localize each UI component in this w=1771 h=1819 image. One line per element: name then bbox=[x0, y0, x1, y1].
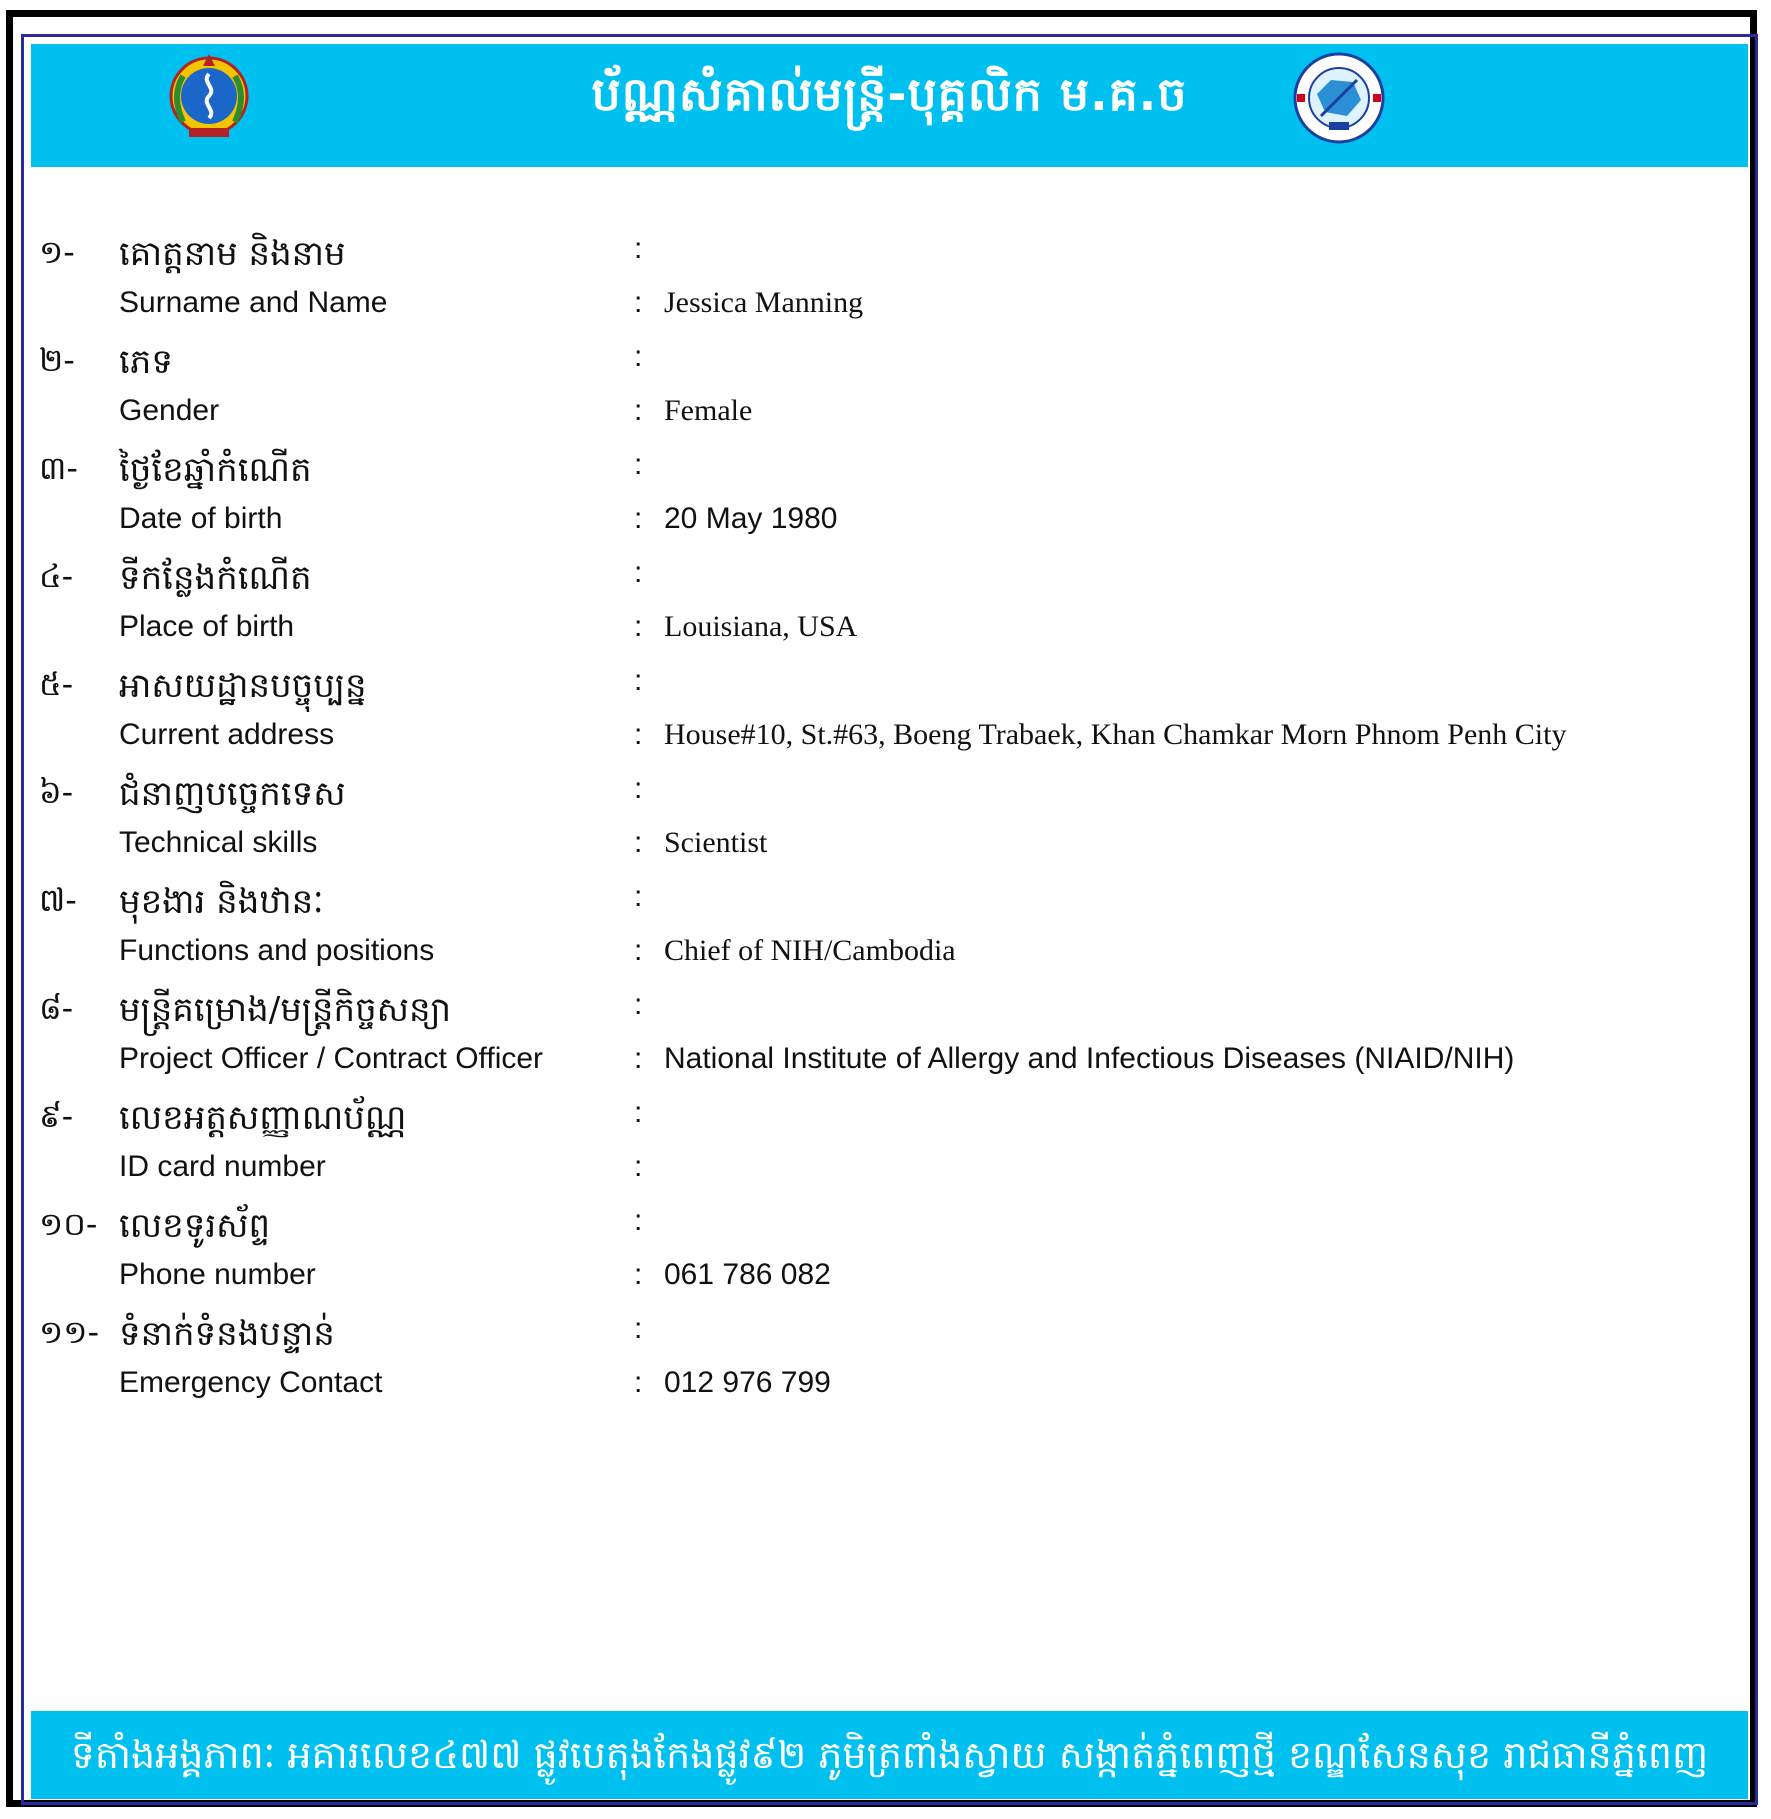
field-value: Chief of NIH/Cambodia bbox=[664, 934, 956, 967]
field-colon: : bbox=[634, 988, 643, 1021]
field-value: 061 786 082 bbox=[664, 1258, 831, 1291]
field-row-english bbox=[24, 718, 1761, 778]
field-row-khmer bbox=[24, 340, 1761, 400]
field-label-english: Place of birth bbox=[119, 610, 295, 643]
field-colon: : bbox=[634, 934, 643, 967]
card-inner-border bbox=[21, 34, 1758, 1805]
field-label-english: Phone number bbox=[119, 1258, 316, 1291]
field-value: 012 976 799 bbox=[664, 1366, 831, 1399]
field-colon: : bbox=[634, 232, 643, 265]
field-label-english: Technical skills bbox=[119, 826, 318, 859]
field-value: House#10, St.#63, Boeng Trabaek, Khan Chamkar Morn Phnom Penh City bbox=[664, 718, 1567, 751]
field-colon: : bbox=[634, 1366, 643, 1399]
field-value: Scientist bbox=[664, 826, 768, 859]
field-colon: : bbox=[634, 1096, 643, 1129]
field-row-khmer bbox=[24, 772, 1761, 832]
field-label-english: Functions and positions bbox=[119, 934, 435, 967]
field-row-khmer bbox=[24, 448, 1761, 508]
field-row-english bbox=[24, 1042, 1761, 1102]
field-value: Jessica Manning bbox=[664, 286, 864, 319]
field-label-english: Current address bbox=[119, 718, 335, 751]
field-value: National Institute of Allergy and Infectious Diseases (NIAID/NIH) bbox=[664, 1042, 1515, 1075]
field-colon: : bbox=[634, 826, 643, 859]
field-number: ៣- bbox=[39, 449, 78, 487]
field-colon: : bbox=[634, 1258, 643, 1291]
field-label-khmer: ទំនាក់ទំនងបន្ទាន់ bbox=[119, 1314, 335, 1354]
field-colon: : bbox=[634, 610, 643, 643]
field-colon: : bbox=[634, 556, 643, 589]
field-number: ៩- bbox=[39, 1097, 74, 1135]
field-number: ១- bbox=[39, 233, 75, 271]
field-row-khmer bbox=[24, 1204, 1761, 1264]
field-colon: : bbox=[634, 1204, 643, 1237]
field-label-khmer: គោត្តនាម និងនាម bbox=[119, 234, 346, 274]
field-row-khmer bbox=[24, 232, 1761, 292]
field-colon: : bbox=[634, 664, 643, 697]
field-number: ៦- bbox=[39, 773, 74, 811]
field-row-english bbox=[24, 394, 1761, 454]
field-row-khmer bbox=[24, 880, 1761, 940]
field-number: ៥- bbox=[39, 665, 74, 703]
field-number: ៨- bbox=[39, 989, 74, 1027]
field-colon: : bbox=[634, 286, 643, 319]
field-colon: : bbox=[634, 1150, 643, 1183]
field-row-english bbox=[24, 826, 1761, 886]
cnm-logo-icon bbox=[1291, 50, 1387, 146]
field-label-khmer: ទីកន្លែងកំណើត bbox=[119, 558, 312, 598]
field-label-english: Emergency Contact bbox=[119, 1366, 383, 1399]
field-label-khmer: ថ្ងៃខែឆ្នាំកំណើត bbox=[119, 450, 312, 490]
field-number: ៤- bbox=[39, 557, 74, 595]
field-label-khmer: ជំនាញបច្ចេកទេស bbox=[119, 774, 346, 814]
field-label-khmer: លេខទូរស័ព្ទ bbox=[119, 1206, 271, 1246]
field-label-english: Project Officer / Contract Officer bbox=[119, 1042, 544, 1075]
field-number: ១១- bbox=[39, 1313, 99, 1351]
field-value: Louisiana, USA bbox=[664, 610, 858, 643]
field-row-khmer bbox=[24, 556, 1761, 616]
field-row-english bbox=[24, 610, 1761, 670]
footer-banner bbox=[31, 1711, 1748, 1799]
field-row-khmer bbox=[24, 664, 1761, 724]
field-row-khmer bbox=[24, 1096, 1761, 1156]
field-value: 20 May 1980 bbox=[664, 502, 838, 535]
footer-address: ទីតាំងអង្គភាពៈ អគារលេខ៤៧៧ ផ្លូវបេតុងកែងផ្លូវ៩២ ភូមិត្រពាំងស្វាយ សង្កាត់ភ្នំពេញថ្មី ខណ្ឌសែនសុខ រាជធានីភ្នំពេញ bbox=[70, 1733, 1709, 1777]
field-colon: : bbox=[634, 1042, 643, 1075]
field-label-khmer: អាសយដ្ឋានបច្ចុប្បន្ន bbox=[119, 666, 367, 706]
field-colon: : bbox=[634, 394, 643, 427]
field-colon: : bbox=[634, 880, 643, 913]
field-label-english: ID card number bbox=[119, 1150, 326, 1183]
field-label-khmer: មុខងារ និងឋានៈ bbox=[119, 882, 324, 922]
field-colon: : bbox=[634, 502, 643, 535]
card-outer-border bbox=[6, 10, 1757, 1807]
field-value: Female bbox=[664, 394, 753, 427]
field-label-english: Gender bbox=[119, 394, 220, 427]
field-row-english bbox=[24, 934, 1761, 994]
field-row-khmer bbox=[24, 1312, 1761, 1372]
header-banner bbox=[31, 44, 1748, 167]
field-colon: : bbox=[634, 772, 643, 805]
field-row-english bbox=[24, 502, 1761, 562]
field-label-khmer: ភេទ bbox=[119, 342, 173, 382]
field-label-khmer: លេខអត្តសញ្ញាណប័ណ្ណ bbox=[119, 1098, 407, 1138]
field-colon: : bbox=[634, 448, 643, 481]
field-label-khmer: មន្រ្តីគម្រោង/មន្រ្តីកិច្ចសន្យា bbox=[119, 990, 452, 1030]
page-title: ប័ណ្ណសំគាល់មន្រ្តី-បុគ្គលិក ម.គ.ច bbox=[591, 67, 1188, 121]
field-row-english bbox=[24, 1258, 1761, 1318]
field-colon: : bbox=[634, 340, 643, 373]
field-label-english: Date of birth bbox=[119, 502, 283, 535]
field-row-english bbox=[24, 286, 1761, 346]
field-number: ៧- bbox=[39, 881, 77, 919]
field-colon: : bbox=[634, 718, 643, 751]
field-row-english bbox=[24, 1366, 1761, 1426]
field-row-english bbox=[24, 1150, 1761, 1210]
field-number: ១០- bbox=[39, 1205, 98, 1243]
field-number: ២- bbox=[39, 341, 75, 379]
field-colon: : bbox=[634, 1312, 643, 1345]
field-label-english: Surname and Name bbox=[119, 286, 388, 319]
field-row-khmer bbox=[24, 988, 1761, 1048]
